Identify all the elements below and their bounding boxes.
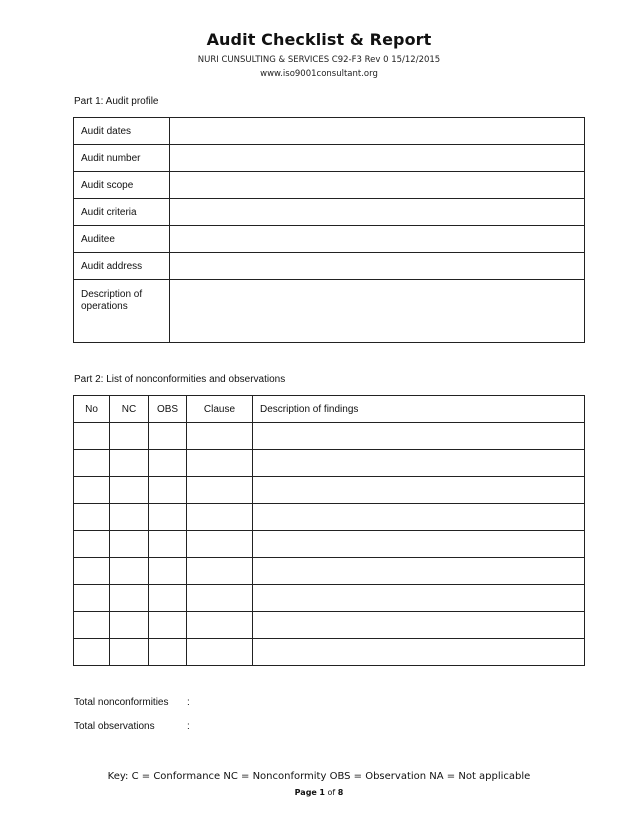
no-cell[interactable] [74, 423, 110, 450]
audit-number-field[interactable] [170, 145, 585, 172]
audit-criteria-field[interactable] [170, 199, 585, 226]
total-observations-value[interactable]: : [187, 721, 190, 732]
no-cell[interactable] [74, 504, 110, 531]
table-row [74, 504, 585, 531]
audit-profile-table [73, 117, 585, 343]
table-row [74, 226, 585, 253]
table-row [74, 280, 585, 343]
table-row [74, 477, 585, 504]
obs-cell[interactable] [149, 477, 187, 504]
no-cell[interactable] [74, 639, 110, 666]
column-header-obs: OBS [149, 396, 187, 423]
obs-cell[interactable] [149, 450, 187, 477]
no-cell[interactable] [74, 612, 110, 639]
description-cell[interactable] [253, 477, 585, 504]
table-row [74, 585, 585, 612]
clause-cell[interactable] [187, 585, 253, 612]
clause-cell[interactable] [187, 531, 253, 558]
part1-label: Part 1: Audit profile [74, 96, 159, 107]
table-row [74, 531, 585, 558]
obs-cell[interactable] [149, 504, 187, 531]
column-header-no: No [74, 396, 110, 423]
auditee-label: Auditee [74, 226, 170, 253]
audit-dates-label: Audit dates [74, 118, 170, 145]
obs-cell[interactable] [149, 639, 187, 666]
no-cell[interactable] [74, 531, 110, 558]
description-cell[interactable] [253, 558, 585, 585]
page-of: of [327, 788, 336, 797]
obs-cell[interactable] [149, 423, 187, 450]
column-header-clause: Clause [187, 396, 253, 423]
total-nonconformities-value[interactable]: : [187, 697, 190, 708]
table-row [74, 118, 585, 145]
obs-cell[interactable] [149, 585, 187, 612]
total-observations-label: Total observations [74, 721, 155, 732]
nc-cell[interactable] [110, 585, 149, 612]
description-of-operations-label: Description of operations [74, 280, 170, 343]
nc-cell[interactable] [110, 612, 149, 639]
description-cell[interactable] [253, 585, 585, 612]
description-cell[interactable] [253, 423, 585, 450]
clause-cell[interactable] [187, 558, 253, 585]
description-of-operations-field[interactable] [170, 280, 585, 343]
auditee-field[interactable] [170, 226, 585, 253]
table-row [74, 639, 585, 666]
total-observations [74, 721, 190, 732]
website-text: www.iso9001consultant.org [260, 69, 378, 79]
table-row [74, 423, 585, 450]
table-row [74, 612, 585, 639]
column-header-nc: NC [110, 396, 149, 423]
page-prefix: Page [294, 788, 317, 797]
table-header-row [74, 396, 585, 423]
no-cell[interactable] [74, 585, 110, 612]
obs-cell[interactable] [149, 558, 187, 585]
clause-cell[interactable] [187, 477, 253, 504]
nc-cell[interactable] [110, 639, 149, 666]
audit-dates-field[interactable] [170, 118, 585, 145]
company-line: NURI CUNSULTING & SERVICES C92-F3 Rev 0 15/12/2015 [197, 55, 441, 65]
description-cell[interactable] [253, 504, 585, 531]
description-cell[interactable] [253, 450, 585, 477]
findings-table [73, 395, 585, 666]
total-nonconformities-label: Total nonconformities [74, 697, 169, 708]
footer-key: Key: C = Conformance NC = Nonconformity OBS = Observation NA = Not applicable [107, 771, 531, 782]
audit-address-field[interactable] [170, 253, 585, 280]
no-cell[interactable] [74, 558, 110, 585]
no-cell[interactable] [74, 450, 110, 477]
obs-cell[interactable] [149, 612, 187, 639]
table-row [74, 199, 585, 226]
table-row [74, 145, 585, 172]
page-total: 8 [337, 788, 344, 797]
description-cell[interactable] [253, 531, 585, 558]
table-row [74, 253, 585, 280]
clause-cell[interactable] [187, 423, 253, 450]
nc-cell[interactable] [110, 423, 149, 450]
obs-cell[interactable] [149, 531, 187, 558]
table-row [74, 558, 585, 585]
column-header-description: Description of findings [253, 396, 585, 423]
nc-cell[interactable] [110, 558, 149, 585]
total-nonconformities [74, 697, 190, 708]
clause-cell[interactable] [187, 504, 253, 531]
description-cell[interactable] [253, 639, 585, 666]
nc-cell[interactable] [110, 531, 149, 558]
audit-scope-label: Audit scope [74, 172, 170, 199]
audit-scope-field[interactable] [170, 172, 585, 199]
table-row [74, 172, 585, 199]
clause-cell[interactable] [187, 450, 253, 477]
no-cell[interactable] [74, 477, 110, 504]
clause-cell[interactable] [187, 639, 253, 666]
table-row [74, 450, 585, 477]
audit-number-label: Audit number [74, 145, 170, 172]
clause-cell[interactable] [187, 612, 253, 639]
audit-criteria-label: Audit criteria [74, 199, 170, 226]
nc-cell[interactable] [110, 477, 149, 504]
audit-address-label: Audit address [74, 253, 170, 280]
description-cell[interactable] [253, 612, 585, 639]
document-title: Audit Checklist & Report [206, 30, 432, 49]
page-current: 1 [319, 788, 325, 797]
page-indicator [0, 788, 638, 797]
nc-cell[interactable] [110, 450, 149, 477]
nc-cell[interactable] [110, 504, 149, 531]
part2-label: Part 2: List of nonconformities and observations [74, 374, 286, 385]
